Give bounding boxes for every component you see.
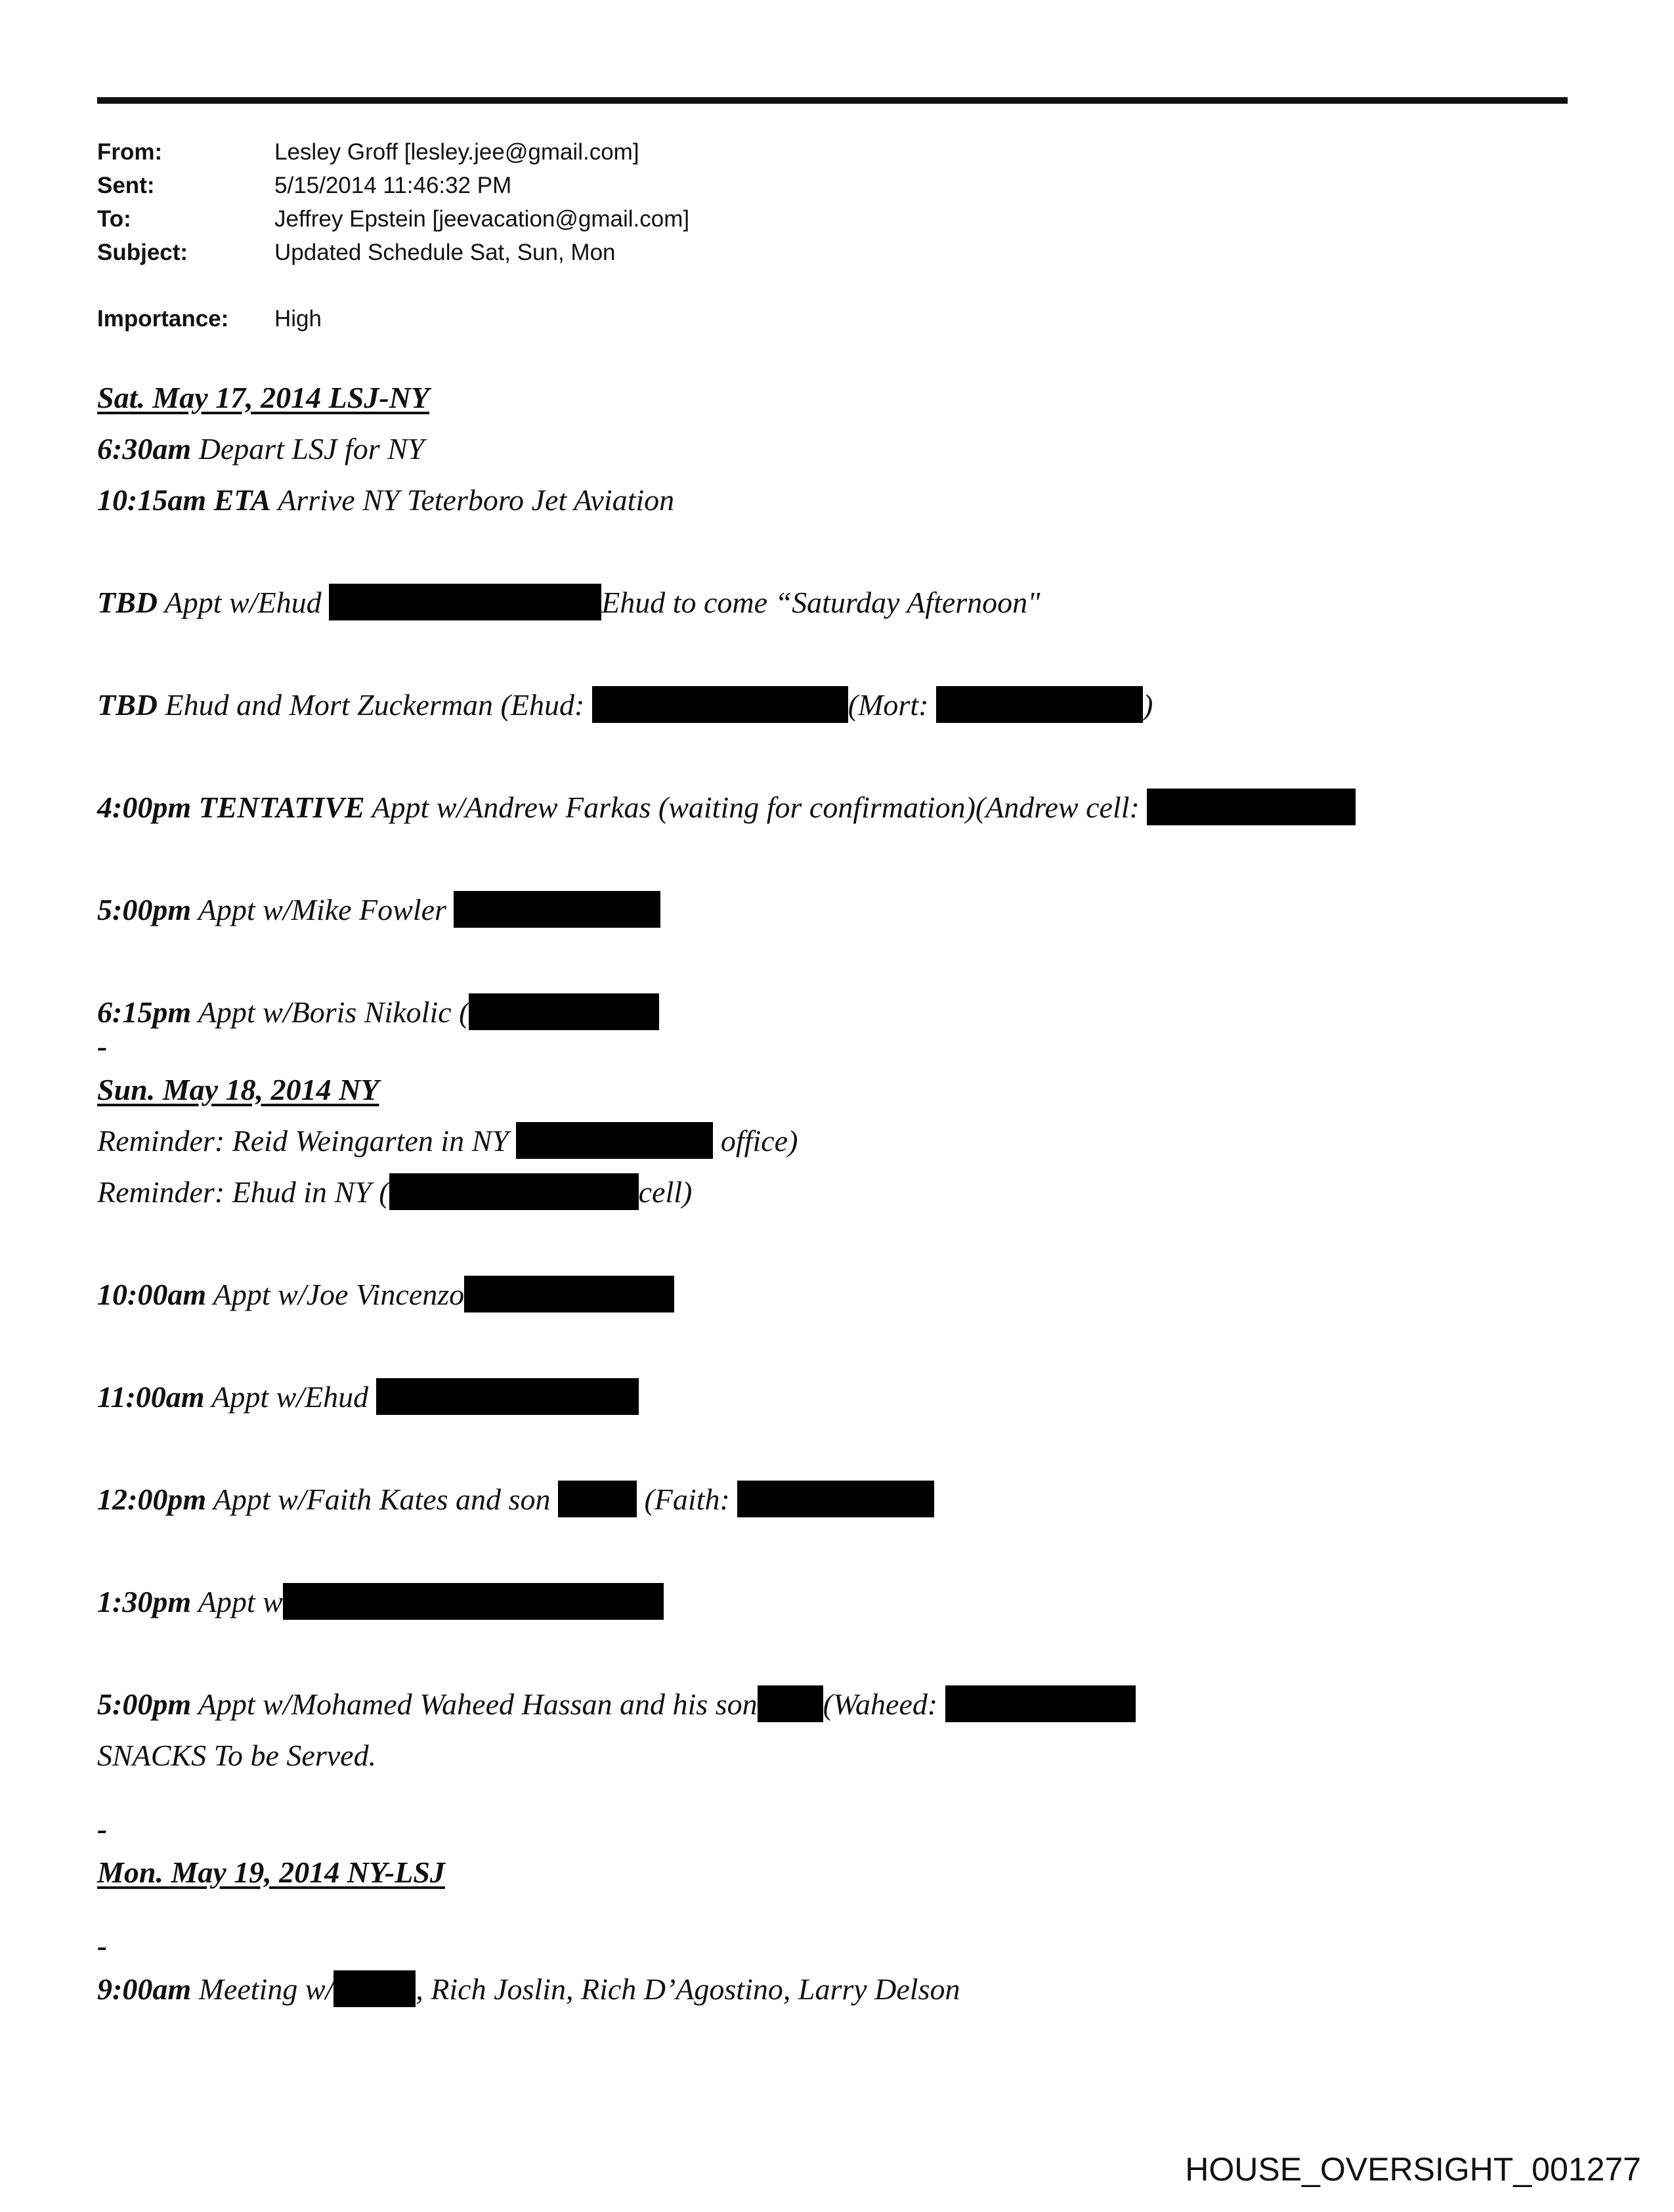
importance-label: Importance:: [97, 305, 229, 332]
separator-dash: -: [97, 1030, 108, 1063]
from-row: [97, 135, 689, 169]
schedule-line: TBD Appt w/Ehud Ehud to come “Saturday Afternoon": [97, 576, 1356, 628]
schedule-line: 6:30am Depart LSJ for NY: [97, 431, 425, 466]
schedule-line: 9:00am Meeting w/ , Rich Joslin, Rich D’Agostino, Larry Delson: [97, 1963, 1356, 2014]
redaction-block: [758, 1685, 823, 1722]
sent-label: Sent:: [97, 172, 155, 198]
redaction-block: [464, 1276, 674, 1312]
from-label: From:: [97, 139, 163, 165]
importance-row: [97, 302, 689, 336]
schedule-line: 11:00am Appt w/Ehud: [97, 1371, 1356, 1422]
separator-dash: -: [97, 1929, 108, 1963]
redaction-block: [936, 686, 1143, 723]
subject-row: [97, 236, 689, 269]
to-label: To:: [97, 206, 131, 232]
schedule-line: TBD Ehud and Mort Zuckerman (Ehud: (Mort: ): [97, 679, 1356, 730]
header-rule: [97, 97, 1568, 104]
separator-dash: -: [97, 1812, 108, 1846]
subject-label: Subject:: [97, 239, 188, 265]
day-heading: Sun. May 18, 2014 NY: [97, 1072, 379, 1106]
subject-value: Updated Schedule Sat, Sun, Mon: [274, 239, 616, 265]
reminder-line: Reminder: Ehud in NY ( cell): [97, 1166, 1356, 1217]
schedule-line: 10:15am ETA Arrive NY Teterboro Jet Aviation: [97, 483, 675, 517]
bates-stamp: HOUSE_OVERSIGHT_001277: [1185, 2151, 1641, 2188]
day-heading: Sat. May 17, 2014 LSJ-NY: [97, 380, 429, 414]
redaction-block: [376, 1378, 639, 1415]
email-headers: [97, 135, 689, 336]
redaction-block: [329, 584, 601, 620]
to-value: Jeffrey Epstein [jeevacation@gmail.com]: [274, 206, 690, 232]
from-value: Lesley Groff [lesley.jee@gmail.com]: [274, 139, 639, 165]
schedule-line: 4:00pm TENTATIVE Appt w/Andrew Farkas (waiting for confirmation)(Andrew cell:: [97, 781, 1356, 833]
schedule-line: 12:00pm Appt w/Faith Kates and son (Faith:: [97, 1473, 1356, 1525]
redaction-block: [469, 993, 659, 1030]
sent-value: 5/15/2014 11:46:32 PM: [274, 172, 512, 198]
reminder-line: Reminder: Reid Weingarten in NY office): [97, 1115, 1356, 1166]
redaction-block: [516, 1122, 713, 1159]
redaction-block: [558, 1481, 637, 1517]
redaction-block: [283, 1583, 664, 1620]
redaction-block: [737, 1481, 934, 1517]
schedule-line: 6:15pm Appt w/Boris Nikolic (: [97, 986, 1356, 1037]
redaction-block: [454, 891, 660, 928]
to-row: [97, 202, 689, 236]
redaction-block: [389, 1173, 639, 1210]
schedule-line: 1:30pm Appt w: [97, 1576, 1356, 1627]
schedule-line: 5:00pm Appt w/Mike Fowler: [97, 884, 1356, 935]
schedule-line: 5:00pm Appt w/Mohamed Waheed Hassan and his son (Waheed:: [97, 1678, 1356, 1729]
sent-row: [97, 169, 689, 202]
importance-value: High: [274, 305, 322, 332]
redaction-block: [945, 1685, 1136, 1722]
schedule-line: 10:00am Appt w/Joe Vincenzo: [97, 1269, 1356, 1320]
note-line: SNACKS To be Served.: [97, 1738, 377, 1772]
email-body: [97, 372, 1356, 2014]
redaction-block: [333, 1970, 416, 2007]
day-heading: Mon. May 19, 2014 NY-LSJ: [97, 1855, 445, 1889]
redaction-block: [592, 686, 848, 723]
redaction-block: [1147, 789, 1356, 825]
